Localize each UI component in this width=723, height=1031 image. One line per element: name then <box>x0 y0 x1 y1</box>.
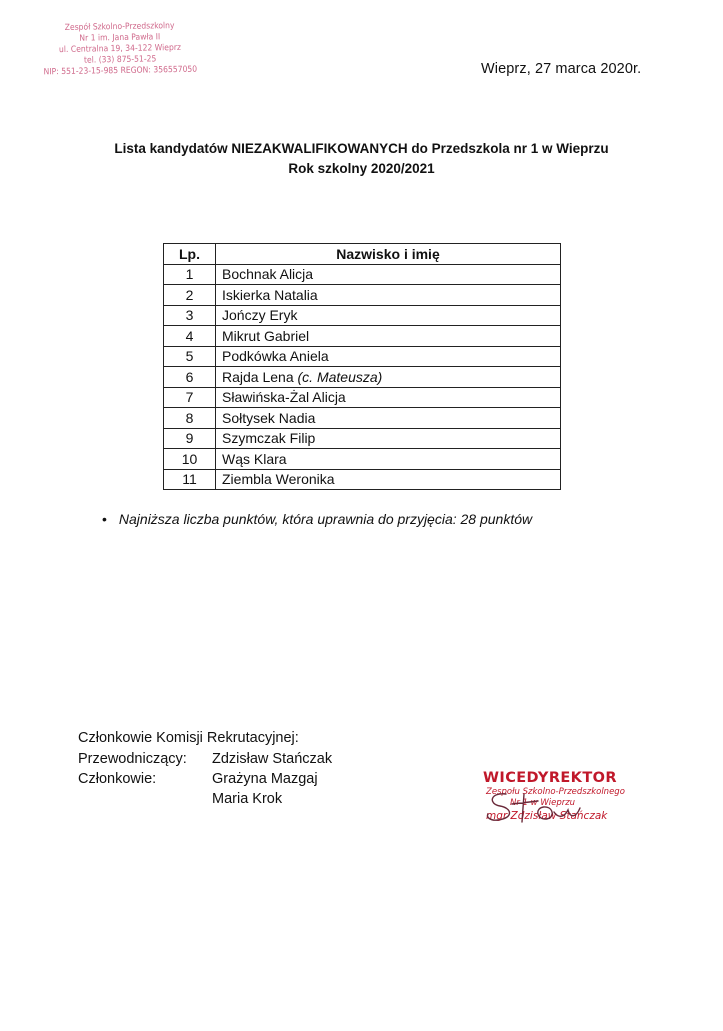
candidate-name-cell <box>216 428 561 449</box>
signature-school-number: Nr 1 w Wieprzu <box>510 798 576 808</box>
row-number: 7 <box>164 387 216 408</box>
signature-role: WICEDYREKTOR <box>483 770 617 786</box>
member-name: Grażyna Mazgaj <box>212 771 318 787</box>
signature-stamp <box>478 770 625 830</box>
candidate-name: Sławińska-Żal Alicja <box>222 389 346 406</box>
row-number: 10 <box>164 449 216 470</box>
table-row <box>164 428 561 449</box>
candidate-name: Wąs Klara <box>222 450 287 467</box>
chair-label: Przewodniczący: <box>78 751 187 767</box>
members-label: Członkowie: <box>78 771 157 787</box>
candidate-name-cell <box>216 469 561 490</box>
candidates-table <box>163 243 561 490</box>
candidate-name: Mikrut Gabriel <box>222 327 310 344</box>
stamp-line: ul. Centralna 19, 34-122 Wieprz <box>58 42 182 56</box>
committee-title: Członkowie Komisji Rekrutacyjnej: <box>78 730 299 746</box>
document-title: Lista kandydatów NIEZAKWALIFIKOWANYCH do Przedszkola nr 1 w Wieprzu <box>114 141 609 156</box>
row-number: 8 <box>164 408 216 429</box>
bullet-icon: • <box>102 511 107 527</box>
table-row <box>164 469 561 490</box>
table-row <box>164 305 561 326</box>
signature-school: Zespołu Szkolno-Przedszkolnego <box>486 787 625 797</box>
candidate-name-cell <box>216 387 561 408</box>
candidate-name: Bochnak Alicja <box>222 266 314 283</box>
table-header-row <box>164 244 561 265</box>
column-header-name: Nazwisko i imię <box>216 244 561 265</box>
row-number: 1 <box>164 264 216 285</box>
stamp-line: Zespół Szkolno-Przedszkolny <box>64 21 175 33</box>
points-note <box>102 511 532 527</box>
school-year: Rok szkolny 2020/2021 <box>288 161 435 176</box>
candidate-name-cell <box>216 326 561 347</box>
chair-name: Zdzisław Stańczak <box>212 751 333 767</box>
points-note-text: Najniższa liczba punktów, która uprawnia do przyjęcia: 28 punktów <box>118 511 533 527</box>
school-stamp <box>30 20 211 78</box>
candidate-name-cell <box>216 305 561 326</box>
table-row <box>164 326 561 347</box>
member-name: Maria Krok <box>212 791 283 807</box>
candidate-name: Szymczak Filip <box>222 430 316 447</box>
candidate-name: Sołtysek Nadia <box>222 409 316 426</box>
stamp-line: NIP: 551-23-15-985 REGON: 356557050 <box>43 64 198 78</box>
handwritten-signature <box>478 770 618 830</box>
row-number: 6 <box>164 367 216 388</box>
row-number: 5 <box>164 346 216 367</box>
table-row <box>164 387 561 408</box>
candidate-name-cell <box>216 408 561 429</box>
row-number: 11 <box>164 469 216 490</box>
stamp-line: tel. (33) 875-51-25 <box>83 54 157 66</box>
candidate-name-cell <box>216 449 561 470</box>
candidate-name-cell <box>216 346 561 367</box>
candidate-name: Podkówka Aniela <box>222 348 329 365</box>
candidate-name: Ziembla Weronika <box>222 471 335 488</box>
signature-name: mgr Zdzisław Stańczak <box>486 810 608 822</box>
table-row <box>164 285 561 306</box>
row-number: 2 <box>164 285 216 306</box>
candidate-name: Jończy Eryk <box>222 307 298 324</box>
candidate-note: (c. Mateusza) <box>297 368 383 385</box>
stamp-line: Nr 1 im. Jana Pawła II <box>79 32 161 44</box>
row-number: 3 <box>164 305 216 326</box>
candidate-name-cell <box>216 367 561 388</box>
candidate-name-cell <box>216 285 561 306</box>
column-header-lp: Lp. <box>164 244 216 265</box>
candidate-name-cell <box>216 264 561 285</box>
row-number: 9 <box>164 428 216 449</box>
table-row <box>164 264 561 285</box>
table-row <box>164 449 561 470</box>
candidate-name: Rajda Lena <box>222 368 294 385</box>
document-date: Wieprz, 27 marca 2020r. <box>481 61 642 77</box>
table-row <box>164 346 561 367</box>
row-number: 4 <box>164 326 216 347</box>
candidate-name: Iskierka Natalia <box>222 286 318 303</box>
table-row <box>164 367 561 388</box>
table-row <box>164 408 561 429</box>
